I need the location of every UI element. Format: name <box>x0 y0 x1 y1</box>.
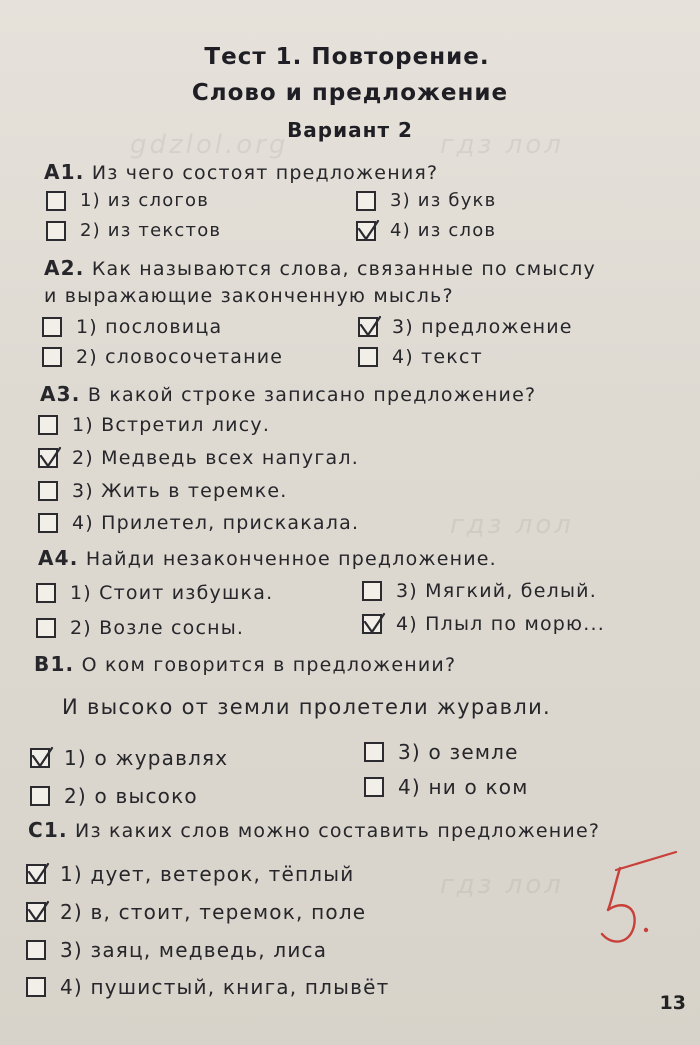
checkbox[interactable] <box>36 583 56 603</box>
checkbox[interactable] <box>356 191 376 211</box>
check-mark-icon <box>356 219 380 243</box>
option-label: 3) Жить в теремке. <box>72 480 288 502</box>
option-b1-2[interactable] <box>30 784 198 808</box>
option-label: 4) из слов <box>390 220 497 241</box>
option-b1-1[interactable] <box>30 746 228 770</box>
option-c1-1[interactable] <box>26 862 354 886</box>
option-a3-4[interactable] <box>38 512 359 534</box>
option-label: 1) Встретил лису. <box>72 414 271 436</box>
checkbox[interactable] <box>356 221 376 241</box>
option-label: 1) пословица <box>76 316 223 338</box>
checkbox[interactable] <box>30 786 50 806</box>
option-a4-3[interactable] <box>362 580 597 602</box>
check-mark-icon <box>26 900 50 924</box>
option-label: 3) из букв <box>390 190 497 211</box>
option-label: 4) пушистый, книга, плывёт <box>60 975 390 999</box>
watermark: gdzlol.org <box>130 130 289 160</box>
checkbox[interactable] <box>38 448 58 468</box>
question-number: А4. <box>38 546 79 570</box>
check-mark-icon <box>362 612 386 636</box>
question-number: А1. <box>44 160 85 184</box>
question-c1 <box>28 818 600 842</box>
option-c1-2[interactable] <box>26 900 366 924</box>
option-a1-2[interactable] <box>46 220 221 241</box>
option-label: 3) о земле <box>398 740 519 764</box>
checkbox[interactable] <box>364 777 384 797</box>
option-label: 2) словосочетание <box>76 346 284 368</box>
watermark: гдз лол <box>440 130 564 160</box>
option-label: 1) дует, ветерок, тёплый <box>60 862 355 886</box>
question-text: Из каких слов можно составить предложение? <box>75 820 601 842</box>
option-a3-2[interactable] <box>38 447 359 469</box>
option-c1-4[interactable] <box>26 975 389 999</box>
checkbox[interactable] <box>42 317 62 337</box>
option-a1-3[interactable] <box>356 190 496 211</box>
question-text: Из чего состоят предложения? <box>91 162 439 184</box>
checkbox[interactable] <box>364 742 384 762</box>
checkbox[interactable] <box>26 940 46 960</box>
watermark: гдз лол <box>440 870 564 900</box>
option-label: 1) Стоит избушка. <box>70 582 274 604</box>
check-mark-icon <box>26 862 50 886</box>
page-title: Тест 1. Повторение. <box>204 44 490 70</box>
question-number: А3. <box>40 382 81 406</box>
option-label: 2) в, стоит, теремок, поле <box>60 900 367 924</box>
question-number: А2. <box>44 256 85 280</box>
option-label: 2) о высоко <box>64 784 198 808</box>
check-mark-icon <box>30 746 54 770</box>
checkbox[interactable] <box>38 415 58 435</box>
question-number: В1. <box>34 652 75 676</box>
checkbox[interactable] <box>38 481 58 501</box>
option-a4-4[interactable] <box>362 613 605 635</box>
option-a1-1[interactable] <box>46 190 209 211</box>
option-a4-1[interactable] <box>36 582 273 604</box>
option-a2-1[interactable] <box>42 316 222 338</box>
option-a2-4[interactable] <box>358 346 483 368</box>
watermark: гдз лол <box>450 510 574 540</box>
option-label: 4) ни о ком <box>398 775 529 799</box>
question-a2-cont <box>44 285 454 307</box>
option-c1-3[interactable] <box>26 938 327 962</box>
question-b1 <box>34 652 456 676</box>
option-label: 4) текст <box>392 346 483 368</box>
question-a2 <box>44 256 596 280</box>
option-a3-3[interactable] <box>38 480 288 502</box>
option-a4-2[interactable] <box>36 617 244 639</box>
option-a2-2[interactable] <box>42 346 283 368</box>
option-a3-1[interactable] <box>38 414 270 436</box>
question-a3 <box>40 382 536 406</box>
checkbox[interactable] <box>358 347 378 367</box>
check-mark-icon <box>358 315 382 339</box>
option-label: 1) о журавлях <box>64 746 229 770</box>
option-label: 4) Прилетел, прискакала. <box>72 512 360 534</box>
example-sentence: И высоко от земли пролетели журавли. <box>62 695 551 719</box>
checkbox[interactable] <box>26 864 46 884</box>
option-label: 1) из слогов <box>80 190 210 211</box>
checkbox[interactable] <box>26 977 46 997</box>
option-label: 3) предложение <box>392 316 573 338</box>
checkbox[interactable] <box>358 317 378 337</box>
option-b1-3[interactable] <box>364 740 519 764</box>
page-subtitle: Слово и предложение <box>191 80 509 106</box>
question-text: и выражающие законченную мысль? <box>44 285 454 307</box>
variant-label: Вариант 2 <box>287 118 413 142</box>
checkbox[interactable] <box>46 191 66 211</box>
question-a1 <box>44 160 438 184</box>
option-a2-3[interactable] <box>358 316 573 338</box>
check-mark-icon <box>38 446 62 470</box>
checkbox[interactable] <box>362 581 382 601</box>
option-label: 3) заяц, медведь, лиса <box>60 938 328 962</box>
option-label: 4) Плыл по морю... <box>396 613 605 635</box>
option-label: 2) из текстов <box>80 220 222 241</box>
option-a1-4[interactable] <box>356 220 496 241</box>
question-a4 <box>38 546 497 570</box>
handwritten-grade <box>592 848 682 958</box>
option-label: 3) Мягкий, белый. <box>396 580 597 602</box>
question-text: В какой строке записано предложение? <box>87 384 537 406</box>
checkbox[interactable] <box>36 618 56 638</box>
question-text: Найди незаконченное предложение. <box>85 548 497 570</box>
checkbox[interactable] <box>38 513 58 533</box>
option-b1-4[interactable] <box>364 775 529 799</box>
question-text: О ком говорится в предложении? <box>81 654 457 676</box>
checkbox[interactable] <box>362 614 382 634</box>
checkbox[interactable] <box>46 221 66 241</box>
checkbox[interactable] <box>30 748 50 768</box>
checkbox[interactable] <box>26 902 46 922</box>
question-text: Как называются слова, связанные по смыслу <box>91 258 596 280</box>
option-label: 2) Возле сосны. <box>70 617 245 639</box>
checkbox[interactable] <box>42 347 62 367</box>
question-number: С1. <box>28 818 68 842</box>
option-label: 2) Медведь всех напугал. <box>72 447 359 469</box>
page-number: 13 <box>659 992 686 1014</box>
